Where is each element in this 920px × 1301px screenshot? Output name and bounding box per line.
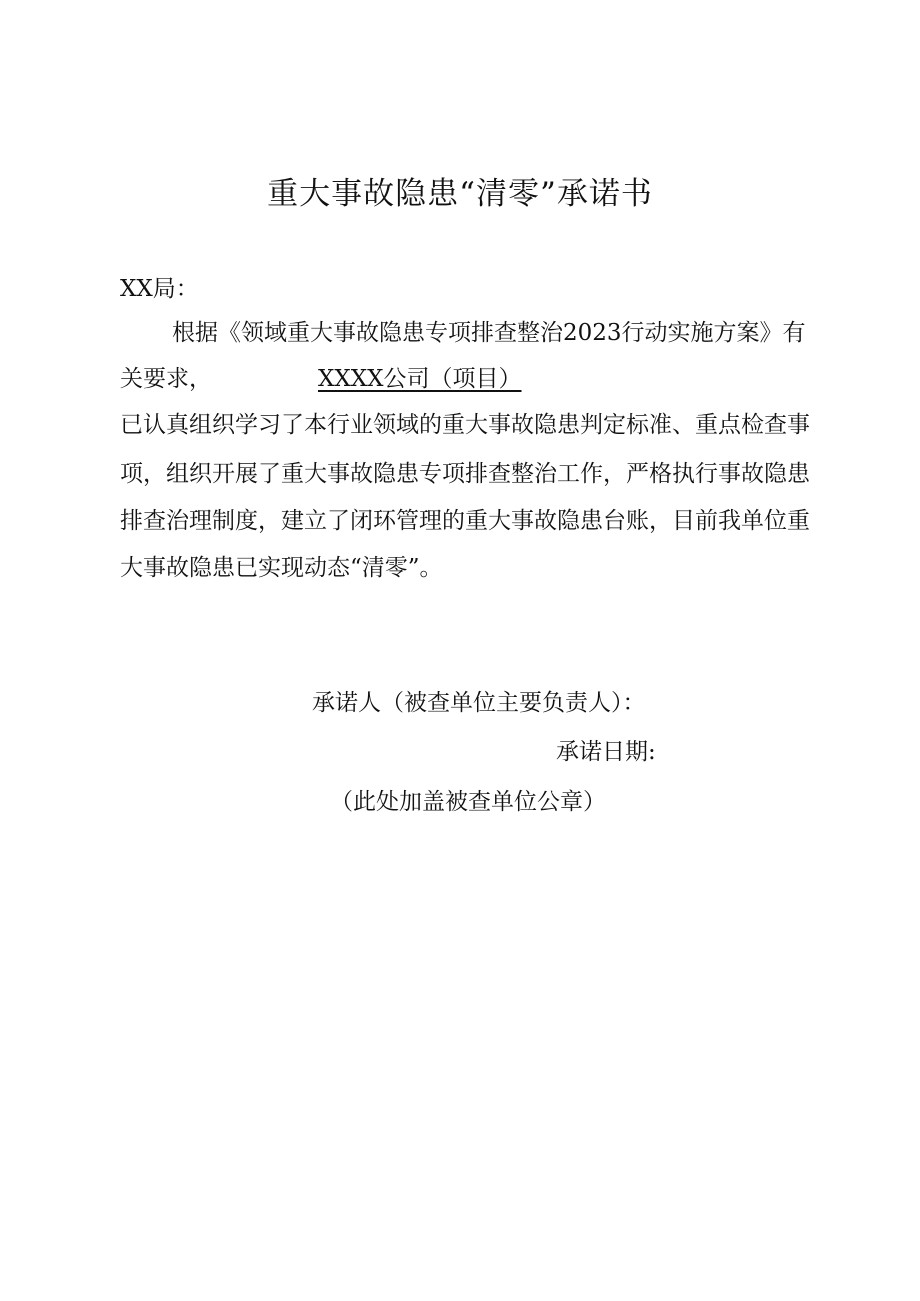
committer-label: 承诺人（被查单位主要负责人）：: [312, 690, 646, 716]
commitment-date-label: 承诺日期:: [556, 739, 656, 765]
body-line-1: 根据《领域重大事故隐患专项排查整治2023行动实施方案》有: [172, 320, 806, 346]
body-line-6: 大事故隐患已实现动态“清零”。: [120, 555, 443, 581]
stamp-note: （此处加盖被查单位公章）: [330, 789, 606, 815]
body-line-3: 已认真组织学习了本行业领域的重大事故隐患判定标准、重点检查事: [120, 412, 810, 438]
document-title: 重大事故隐患“清零”承诺书: [267, 176, 653, 212]
body-line-2: [120, 360, 526, 393]
body-line-5: 排查治理制度，建立了闭环管理的重大事故隐患台账，目前我单位重: [120, 508, 810, 534]
body-line-2-prefix: 关要求，: [120, 366, 212, 392]
body-line-4: 项，组织开展了重大事故隐患专项排查整治工作，严格执行事故隐患: [120, 461, 810, 487]
company-name-field: XXXX公司（项目）: [318, 366, 522, 392]
addressee: XX局：: [120, 276, 199, 302]
